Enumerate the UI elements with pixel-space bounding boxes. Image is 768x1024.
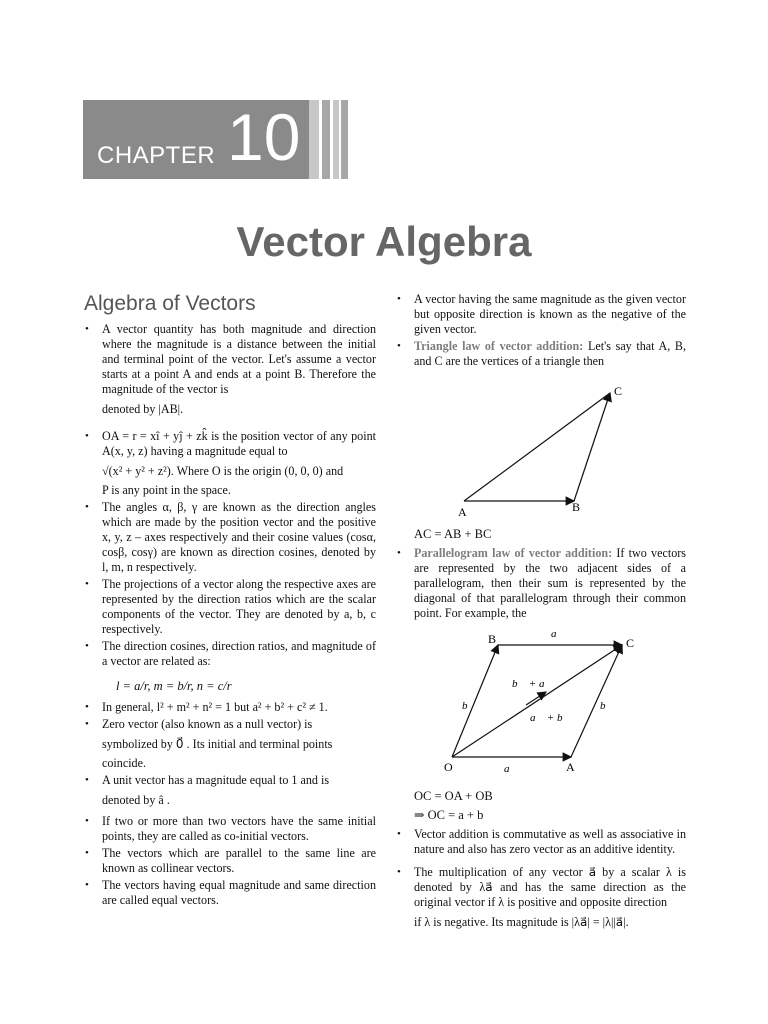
paragraph-text: P is any point in the space. xyxy=(102,483,231,497)
point-label: C xyxy=(614,384,623,398)
banner-stripe xyxy=(322,100,330,179)
list-item: • The vectors which are parallel to the same line are known as collinear vectors. xyxy=(84,846,376,876)
vector-label: b⃗ + a⃗ xyxy=(512,678,554,690)
vector-label: b⃗ xyxy=(462,700,477,712)
list-item xyxy=(396,546,686,621)
paragraph-text: A unit vector has a magnitude equal to 1 and is xyxy=(102,773,330,787)
point-label: A xyxy=(458,505,467,519)
vector-label: a⃗ xyxy=(551,628,566,640)
paragraph-text: coincide. xyxy=(102,756,146,770)
paragraph-text: The multiplication of any vector a⃗ by a scalar λ is denoted by λa⃗ and has the same direction as the original vector if λ is positive and opposite direction xyxy=(414,865,686,909)
direction-cosine-formula: l = a/r, m = b/r, n = c/r xyxy=(116,679,232,693)
paragraph-text: denoted by |AB|. xyxy=(102,402,184,416)
point-label: B xyxy=(488,632,497,646)
list-item xyxy=(396,339,686,369)
list-item: • A vector having the same magnitude as the given vector but opposite direction is known as the negative of the given vector. xyxy=(396,292,686,337)
list-item: • The angles α, β, γ are known as the direction angles which are made by the position vector and the positive x, y, z – axes respectively and their cosine values (cosα, cosβ, cosγ) are known as direction cosines, denoted by l, m, n respectively. xyxy=(84,500,376,575)
diag-arrow xyxy=(526,692,546,705)
chapter-word: CHAPTER xyxy=(97,142,216,169)
parallelogram-figure xyxy=(396,625,686,785)
point-label: O xyxy=(444,760,453,774)
vector-label: a⃗ + b⃗ xyxy=(530,712,572,724)
paragraph-text: √(x² + y² + z²). Where O is the origin (0, 0, 0) and xyxy=(102,464,344,478)
point-label: C xyxy=(626,636,635,650)
vector-label: b⃗ xyxy=(600,700,615,712)
banner-stripe xyxy=(333,100,339,179)
paragraph-text: denoted by â . xyxy=(102,793,170,807)
list-item xyxy=(84,773,376,812)
triangle-law-label: Triangle law of vector addition: xyxy=(414,339,584,353)
page-title: Vector Algebra xyxy=(236,218,532,265)
banner-stripe xyxy=(341,100,348,179)
paragraph-text: A vector quantity has both magnitude and direction where the magnitude is a distance between the initial and terminal point of the vector. Let's assume a vector starts at a point A and ends at a point B. Therefore the magnitude of the vector is xyxy=(102,322,376,396)
parallelogram-law-label: Parallelogram law of vector addition: xyxy=(414,546,613,560)
list-item: • The vectors having equal magnitude and same direction are called equal vectors. xyxy=(84,878,376,908)
triangle-law-equation: AC = AB + BC xyxy=(414,527,492,541)
left-column xyxy=(84,322,376,910)
paragraph-text: If two vectors are represented by the two adjacent sides of a parallelogram, then their sum is represented by the diagonal of that parallelogram through their common point. For example, the xyxy=(414,546,686,620)
list-item xyxy=(84,429,376,498)
parallelogram-equation: ⇒ OC = a + b xyxy=(414,808,484,822)
vector-bc xyxy=(574,393,610,501)
point-label: B xyxy=(572,500,581,514)
paragraph-text: OA = r = xî + yĵ + zk̂ is the position vector of any point A(x, y, z) having a magnitude equal to xyxy=(102,429,376,458)
chapter-number: 10 xyxy=(227,100,301,174)
list-item: • The direction cosines, direction ratios, and magnitude of a vector are related as: xyxy=(84,639,376,669)
paragraph-text: if λ is negative. Its magnitude is |λa⃗| = |λ||a⃗|. xyxy=(414,915,629,929)
section-title: Algebra of Vectors xyxy=(84,292,256,315)
vector-label: a⃗ xyxy=(504,763,519,775)
triangle-figure xyxy=(396,373,686,523)
banner-stripe xyxy=(309,100,319,179)
list-item: • Vector addition is commutative as well as associative in nature and also has zero vector as an additive identity. xyxy=(396,827,686,857)
point-label: A xyxy=(566,760,575,774)
list-item xyxy=(84,322,376,421)
list-item xyxy=(396,865,686,934)
paragraph-text: symbolized by 0⃗ . Its initial and terminal points xyxy=(102,737,333,751)
paragraph-text: Let's say that A, B, and C are the vertices of a triangle then xyxy=(414,339,686,368)
vector-ac xyxy=(464,393,610,501)
parallelogram-equation: OC = OA + OB xyxy=(414,789,493,803)
list-item: • If two or more than two vectors have the same initial points, they are called as co-initial vectors. xyxy=(84,814,376,844)
paragraph-text: Zero vector (also known as a null vector) is xyxy=(102,717,313,731)
list-item xyxy=(84,717,376,771)
list-item: • In general, l² + m² + n² = 1 but a² + b² + c² ≠ 1. xyxy=(84,700,376,715)
right-column xyxy=(396,292,686,936)
list-item: • The projections of a vector along the respective axes are represented by the direction ratios which are the scalar components of the vector. They are denoted by a, b, c respectively. xyxy=(84,577,376,637)
